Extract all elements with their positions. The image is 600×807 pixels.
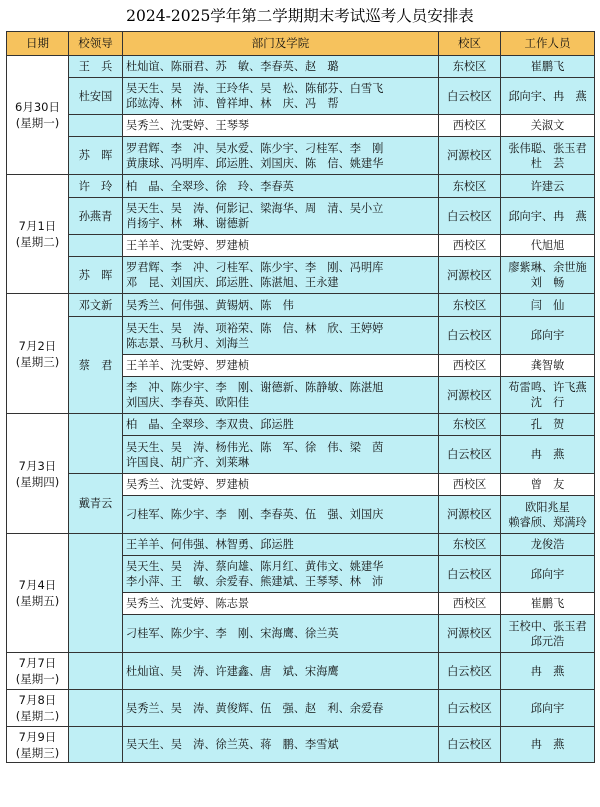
schedule-table — [6, 31, 595, 763]
campus-cell: 河源校区 — [439, 137, 501, 175]
staff-cell: 崔鹏飞 — [501, 593, 595, 615]
staff-cell: 冉 燕 — [501, 436, 595, 474]
leader-cell — [69, 653, 123, 690]
leader-cell — [69, 115, 123, 137]
table-row — [7, 534, 595, 556]
staff-cell: 孔 贺 — [501, 414, 595, 436]
leader-cell: 许 玲 — [69, 175, 123, 198]
staff-cell: 关淑文 — [501, 115, 595, 137]
date-text: 7月4日 — [18, 578, 57, 592]
date-cell — [7, 175, 69, 294]
table-row — [7, 474, 595, 496]
leader-cell: 王 兵 — [69, 56, 123, 78]
staff-cell: 邱向宇 — [501, 317, 595, 355]
staff-cell: 龚智敏 — [501, 355, 595, 377]
date-cell — [7, 534, 69, 653]
campus-cell: 东校区 — [439, 414, 501, 436]
table-row — [7, 115, 595, 137]
header-campus: 校区 — [439, 32, 501, 56]
table-row — [7, 137, 595, 175]
date-cell — [7, 56, 69, 175]
campus-cell: 西校区 — [439, 115, 501, 137]
campus-cell: 白云校区 — [439, 690, 501, 727]
date-cell — [7, 294, 69, 414]
campus-cell: 河源校区 — [439, 377, 501, 414]
campus-cell: 东校区 — [439, 294, 501, 317]
campus-cell: 东校区 — [439, 534, 501, 556]
campus-cell: 白云校区 — [439, 78, 501, 115]
date-text: 6月30日 — [15, 100, 60, 114]
campus-cell: 河源校区 — [439, 257, 501, 294]
department-cell: 吴秀兰、沈雯婷、罗建桢 — [123, 474, 439, 496]
department-cell: 吴天生、吴 涛、项裕荣、陈 信、林 欣、王婷婷 陈志景、马秋月、刘海兰 — [123, 317, 439, 355]
table-row — [7, 175, 595, 198]
campus-cell: 西校区 — [439, 355, 501, 377]
leader-cell: 苏 晖 — [69, 137, 123, 175]
department-cell: 吴秀兰、沈雯婷、陈志景 — [123, 593, 439, 615]
campus-cell: 白云校区 — [439, 653, 501, 690]
campus-cell: 河源校区 — [439, 615, 501, 653]
date-cell — [7, 653, 69, 690]
header-date: 日期 — [7, 32, 69, 56]
table-row — [7, 414, 595, 436]
date-cell — [7, 727, 69, 763]
department-cell: 柏 晶、全翠珍、李双贵、邱运胜 — [123, 414, 439, 436]
department-cell: 吴秀兰、沈雯婷、王琴琴 — [123, 115, 439, 137]
table-row — [7, 235, 595, 257]
department-cell: 柏 晶、全翠珍、徐 玲、李春英 — [123, 175, 439, 198]
department-cell: 吴天生、吴 涛、蔡向雄、陈月红、黄伟文、姚建华 李小萍、王 敏、余爱春、熊建斌、王琴琴、林 沛 — [123, 556, 439, 593]
leader-cell: 孙燕青 — [69, 198, 123, 235]
staff-cell: 邱向宇、冉 燕 — [501, 198, 595, 235]
campus-cell: 白云校区 — [439, 436, 501, 474]
staff-cell: 冉 燕 — [501, 727, 595, 763]
department-cell: 王羊羊、沈雯婷、罗建桢 — [123, 355, 439, 377]
department-cell: 吴天生、吴 涛、何影记、梁海华、周 清、吴小立 肖扬宇、林 琳、谢德新 — [123, 198, 439, 235]
leader-cell — [69, 414, 123, 474]
date-cell — [7, 414, 69, 534]
table-row — [7, 690, 595, 727]
staff-cell: 王校中、张玉君 邱元浩 — [501, 615, 595, 653]
department-cell: 王羊羊、何伟强、林智勇、邱运胜 — [123, 534, 439, 556]
campus-cell: 西校区 — [439, 593, 501, 615]
table-row — [7, 257, 595, 294]
weekday-text: (星期一) — [15, 116, 60, 130]
department-cell: 吴天生、吴 涛、杨伟光、陈 军、徐 伟、梁 茵 许国良、胡广齐、刘莱琳 — [123, 436, 439, 474]
leader-cell: 邓文新 — [69, 294, 123, 317]
department-cell: 吴秀兰、吴 涛、黄俊辉、伍 强、赵 利、余爱春 — [123, 690, 439, 727]
staff-cell: 欧阳兆星 赖睿颀、郑满玲 — [501, 496, 595, 534]
department-cell: 罗君辉、李 冲、吴水爱、陈少宇、刁桂军、李 刚 黄康球、冯明库、邱运胜、刘国庆、陈 信、姚建华 — [123, 137, 439, 175]
campus-cell: 白云校区 — [439, 317, 501, 355]
leader-cell: 苏 晖 — [69, 257, 123, 294]
department-cell: 李 冲、陈少宇、李 刚、谢德新、陈静敏、陈湛旭 刘国庆、李春英、欧阳佳 — [123, 377, 439, 414]
table-row — [7, 198, 595, 235]
table-row — [7, 653, 595, 690]
table-row — [7, 78, 595, 115]
department-cell: 杜灿谊、陈丽君、苏 敏、李春英、赵 璐 — [123, 56, 439, 78]
staff-cell: 邱向宇、冉 燕 — [501, 78, 595, 115]
page-title: 2024-2025学年第二学期期末考试巡考人员安排表 — [126, 7, 474, 25]
leader-cell — [69, 235, 123, 257]
table-row — [7, 56, 595, 78]
staff-cell: 闫 仙 — [501, 294, 595, 317]
department-cell: 罗君辉、李 冲、刁桂军、陈少宇、李 刚、冯明库 邓 昆、刘国庆、邱运胜、陈湛旭、王永建 — [123, 257, 439, 294]
staff-cell: 曾 友 — [501, 474, 595, 496]
leader-cell: 蔡 君 — [69, 317, 123, 414]
campus-cell: 东校区 — [439, 56, 501, 78]
department-cell: 王羊羊、沈雯婷、罗建桢 — [123, 235, 439, 257]
header-row — [7, 32, 595, 56]
staff-cell: 张伟聪、张玉君 杜 芸 — [501, 137, 595, 175]
campus-cell: 白云校区 — [439, 198, 501, 235]
weekday-text: (星期二) — [15, 235, 60, 249]
staff-cell: 龙俊浩 — [501, 534, 595, 556]
date-text: 7月1日 — [18, 219, 57, 233]
header-department: 部门及学院 — [123, 32, 439, 56]
weekday-text: (星期四) — [15, 474, 60, 489]
leader-cell: 戴青云 — [69, 474, 123, 534]
staff-cell: 苟雷鸣、许飞燕 沈 行 — [501, 377, 595, 414]
weekday-text: (星期二) — [15, 709, 60, 723]
campus-cell: 河源校区 — [439, 496, 501, 534]
table-row — [7, 727, 595, 763]
department-cell: 刁桂军、陈少宇、李 刚、李春英、伍 强、刘国庆 — [123, 496, 439, 534]
staff-cell: 邱向宇 — [501, 556, 595, 593]
weekday-text: (星期五) — [15, 594, 60, 608]
department-cell: 吴秀兰、何伟强、黄锡炳、陈 伟 — [123, 294, 439, 317]
staff-cell: 许建云 — [501, 175, 595, 198]
schedule-body — [7, 56, 595, 763]
date-text: 7月8日 — [18, 693, 57, 707]
campus-cell: 白云校区 — [439, 556, 501, 593]
campus-cell: 西校区 — [439, 235, 501, 257]
table-row — [7, 294, 595, 317]
date-text: 7月3日 — [18, 458, 57, 473]
staff-cell: 邱向宇 — [501, 690, 595, 727]
date-cell — [7, 690, 69, 727]
leader-cell — [69, 690, 123, 727]
department-cell: 刁桂军、陈少宇、李 刚、宋海鹰、徐兰英 — [123, 615, 439, 653]
weekday-text: (星期三) — [15, 745, 60, 760]
staff-cell: 崔鹏飞 — [501, 56, 595, 78]
date-text: 7月9日 — [18, 729, 57, 744]
date-text: 7月2日 — [18, 338, 57, 353]
leader-cell: 杜安国 — [69, 78, 123, 115]
table-row — [7, 317, 595, 355]
department-cell: 吴天生、吴 涛、王玲华、吴 松、陈郁芬、白雪飞 邱竑涛、林 沛、曾祥坤、林 庆、冯 帮 — [123, 78, 439, 115]
campus-cell: 东校区 — [439, 175, 501, 198]
department-cell: 杜灿谊、吴 涛、许建鑫、唐 斌、宋海鹰 — [123, 653, 439, 690]
leader-cell — [69, 534, 123, 653]
header-leader: 校领导 — [69, 32, 123, 56]
header-staff: 工作人员 — [501, 32, 595, 56]
staff-cell: 代旭旭 — [501, 235, 595, 257]
date-text: 7月7日 — [18, 656, 57, 670]
campus-cell: 西校区 — [439, 474, 501, 496]
weekday-text: (星期三) — [15, 354, 60, 369]
department-cell: 吴天生、吴 涛、徐兰英、蒋 鹏、李雪斌 — [123, 727, 439, 763]
leader-cell — [69, 727, 123, 763]
staff-cell: 廖紫琳、余世施 刘 畅 — [501, 257, 595, 294]
staff-cell: 冉 燕 — [501, 653, 595, 690]
campus-cell: 白云校区 — [439, 727, 501, 763]
weekday-text: (星期一) — [15, 672, 60, 686]
